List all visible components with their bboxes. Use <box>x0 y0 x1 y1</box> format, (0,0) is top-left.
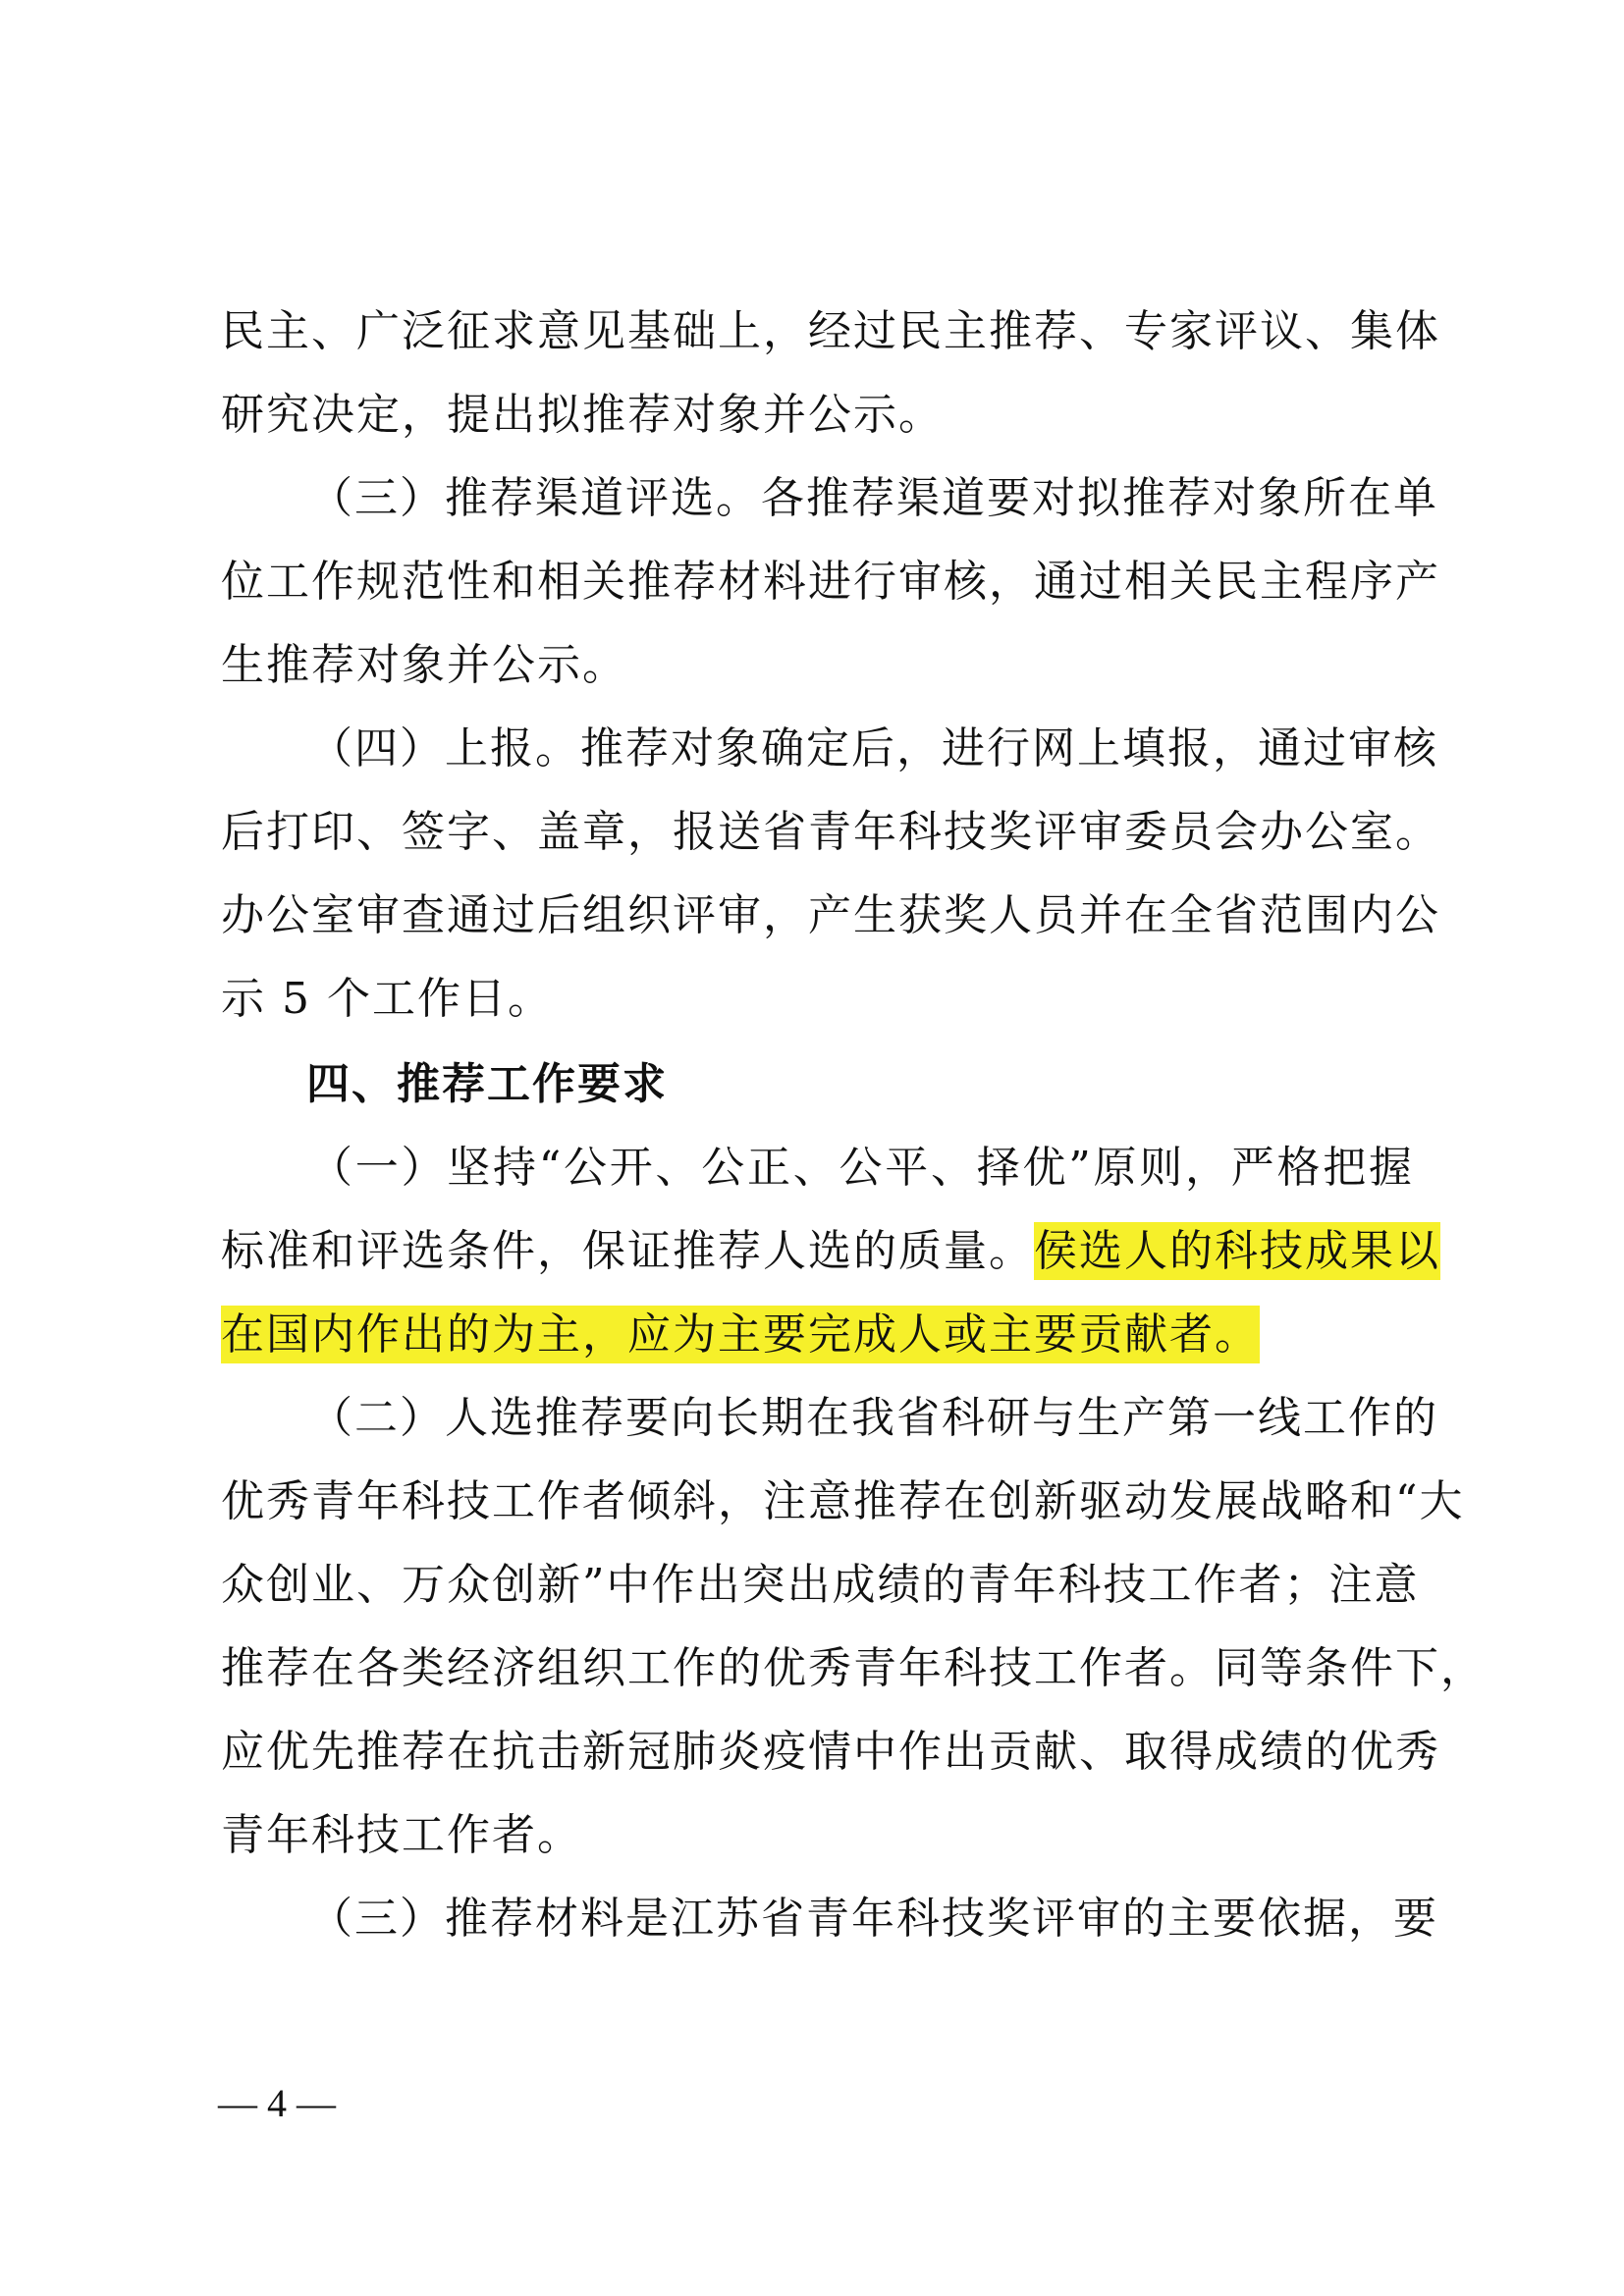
highlighted-text: 侯选人的科技成果以 <box>1034 1222 1440 1280</box>
paragraph-line: 生推荐对象并公示。 <box>221 640 627 690</box>
paragraph-line: 后打印、签字、盖章，报送省青年科技奖评审委员会办公室。 <box>221 807 1440 857</box>
paragraph-line: （一）坚持“公开、公正、公平、择优”原则，严格把握 <box>309 1143 1414 1193</box>
paragraph-line: 研究决定，提出拟推荐对象并公示。 <box>221 390 944 440</box>
paragraph-line: 示 5 个工作日。 <box>221 974 553 1024</box>
paragraph-line: （二）人选推荐要向长期在我省科研与生产第一线工作的 <box>309 1393 1438 1443</box>
paragraph-line: 青年科技工作者。 <box>221 1810 582 1860</box>
paragraph-line: 应优先推荐在抗击新冠肺炎疫情中作出贡献、取得成绩的优秀 <box>221 1727 1440 1777</box>
paragraph-line: （三）推荐渠道评选。各推荐渠道要对拟推荐对象所在单 <box>309 473 1438 523</box>
paragraph-line <box>221 1306 1414 1364</box>
paragraph-line: 办公室审查通过后组织评审，产生获奖人员并在全省范围内公 <box>221 890 1440 940</box>
paragraph-line: 民主、广泛征求意见基础上，经过民主推荐、专家评议、集体 <box>221 306 1440 356</box>
paragraph-line: 位工作规范性和相关推荐材料进行审核，通过相关民主程序产 <box>221 557 1440 607</box>
section-heading: 四、推荐工作要求 <box>306 1059 668 1109</box>
paragraph-line: 推荐在各类经济组织工作的优秀青年科技工作者。同等条件下， <box>221 1643 1486 1693</box>
paragraph-line: （三）推荐材料是江苏省青年科技奖评审的主要依据，要 <box>309 1894 1438 1944</box>
paragraph-line: 优秀青年科技工作者倾斜，注意推荐在创新驱动发展战略和“大 <box>221 1476 1465 1526</box>
paragraph-line: 标准和评选条件，保证推荐人选的质量。侯选人的科技成果以 <box>221 1222 1414 1281</box>
paragraph-line: 众创业、万众创新”中作出突出成绩的青年科技工作者；注意 <box>221 1560 1420 1610</box>
page-number: — 4 — <box>218 2081 336 2125</box>
highlighted-text: 在国内作出的为主，应为主要完成人或主要贡献者。 <box>221 1306 1260 1363</box>
paragraph-line: （四）上报。推荐对象确定后，进行网上填报，通过审核 <box>309 723 1438 774</box>
